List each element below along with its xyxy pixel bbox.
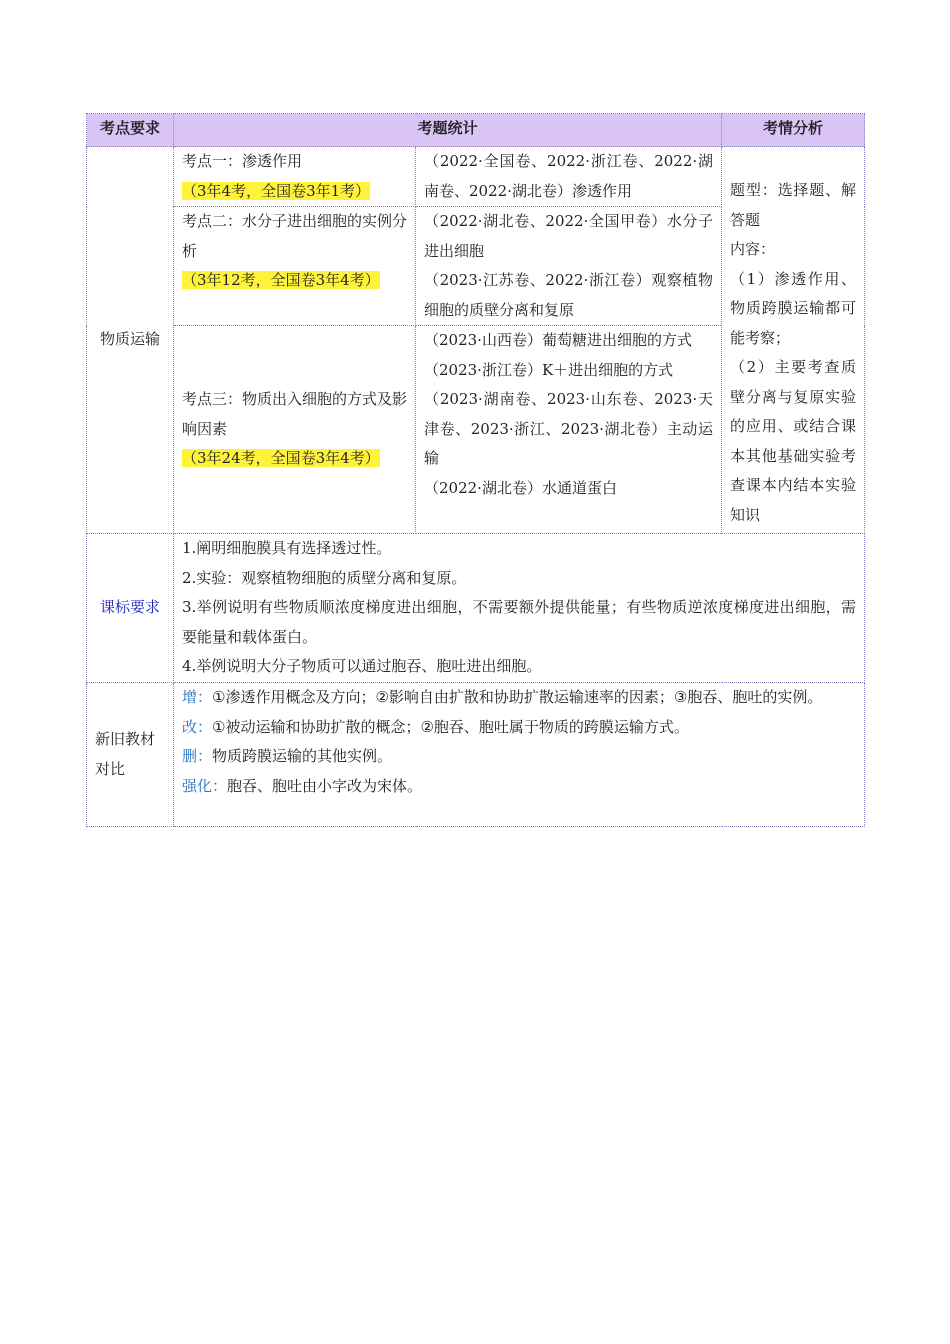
curriculum-cell — [174, 534, 865, 683]
point-2-ref-2: （2023·江苏卷、2022·浙江卷）观察植物细胞的质壁分离和复原 — [424, 271, 714, 319]
point-3-ref-2: （2023·浙江卷）K＋进出细胞的方式 — [424, 360, 674, 379]
point-row-1 — [87, 147, 865, 207]
point-1-refs — [416, 147, 722, 207]
analysis-content-label: 内容： — [730, 240, 776, 258]
section-label-comparison: 新旧教材对比 — [87, 683, 174, 827]
curriculum-item-4: 4.举例说明大分子物质可以通过胞吞、胞吐进出细胞。 — [182, 657, 542, 675]
section-label-transport: 物质运输 — [87, 147, 174, 534]
comparison-add-text: ①渗透作用概念及方向；②影响自由扩散和协助扩散运输速率的因素；③胞吞、胞吐的实例。 — [212, 688, 823, 706]
curriculum-item-1: 1.阐明细胞膜具有选择透过性。 — [182, 539, 392, 557]
point-1-title: 考点一：渗透作用 — [182, 152, 303, 170]
point-3-ref-1: （2023·山西卷）葡萄糖进出细胞的方式 — [424, 331, 692, 349]
curriculum-item-3: 3.举例说明有些物质顺浓度梯度进出细胞，不需要额外提供能量；有些物质逆浓度梯度进出细胞，需要能量和载体蛋白。 — [182, 598, 857, 646]
point-3-cell — [174, 326, 416, 534]
analysis-item-2: （2）主要考查质壁分离与复原实验的应用、或结合课本其他基础实验考查课本内结本实验知识 — [730, 358, 857, 524]
comparison-row — [87, 683, 865, 827]
comparison-change-key: 改： — [182, 717, 213, 736]
point-3-title: 考点三：物质出入细胞的方式及影响因素 — [182, 390, 408, 438]
comparison-add — [182, 683, 856, 713]
comparison-delete-text: 物质跨膜运输的其他实例。 — [212, 747, 393, 765]
comparison-strengthen-key: 强化： — [182, 776, 228, 795]
header-statistics: 考题统计 — [174, 114, 722, 147]
analysis-type: 题型：选择题、解答题 — [730, 181, 857, 229]
header-requirement: 考点要求 — [87, 114, 174, 147]
section-label-curriculum: 课标要求 — [87, 534, 174, 683]
comparison-change-text: ①被动运输和协助扩散的概念；②胞吞、胞吐属于物质的跨膜运输方式。 — [212, 717, 689, 736]
comparison-change — [182, 713, 856, 743]
point-3-ref-4: （2022·湖北卷）水通道蛋白 — [424, 478, 617, 497]
curriculum-row — [87, 534, 865, 683]
analysis-cell — [722, 147, 865, 534]
comparison-strengthen — [182, 772, 856, 802]
curriculum-item-2: 2.实验：观察植物细胞的质壁分离和复原。 — [182, 568, 467, 587]
point-3-ref-3: （2023·湖南卷、2023·山东卷、2023·天津卷、2023·浙江、2023·湖北卷）主动运输 — [424, 390, 714, 467]
point-2-stat: （3年12考，全国卷3年4考） — [182, 271, 380, 289]
header-analysis: 考情分析 — [722, 114, 865, 147]
point-3-stat: （3年24考，全国卷3年4考） — [182, 449, 380, 468]
analysis-item-1: （1）渗透作用、物质跨膜运输都可能考察； — [730, 269, 857, 347]
comparison-add-key: 增： — [182, 688, 213, 706]
comparison-delete — [182, 742, 856, 772]
comparison-cell — [174, 683, 865, 827]
point-1-cell — [174, 147, 416, 207]
exam-analysis-table — [86, 113, 865, 827]
header-row — [87, 114, 865, 147]
point-2-ref-1: （2022·湖北卷、2022·全国甲卷）水分子进出细胞 — [424, 212, 714, 260]
point-2-cell — [174, 207, 416, 326]
point-1-ref-1: （2022·全国卷、2022·浙江卷、2022·湖南卷、2022·湖北卷）渗透作用 — [424, 152, 714, 200]
point-1-stat: （3年4考，全国卷3年1考） — [182, 181, 371, 200]
comparison-delete-key: 删： — [182, 747, 213, 765]
point-2-refs — [416, 207, 722, 326]
point-2-title: 考点二：水分子进出细胞的实例分析 — [182, 212, 408, 260]
comparison-strengthen-text: 胞吞、胞吐由小字改为宋体。 — [227, 776, 423, 795]
point-3-refs — [416, 326, 722, 534]
